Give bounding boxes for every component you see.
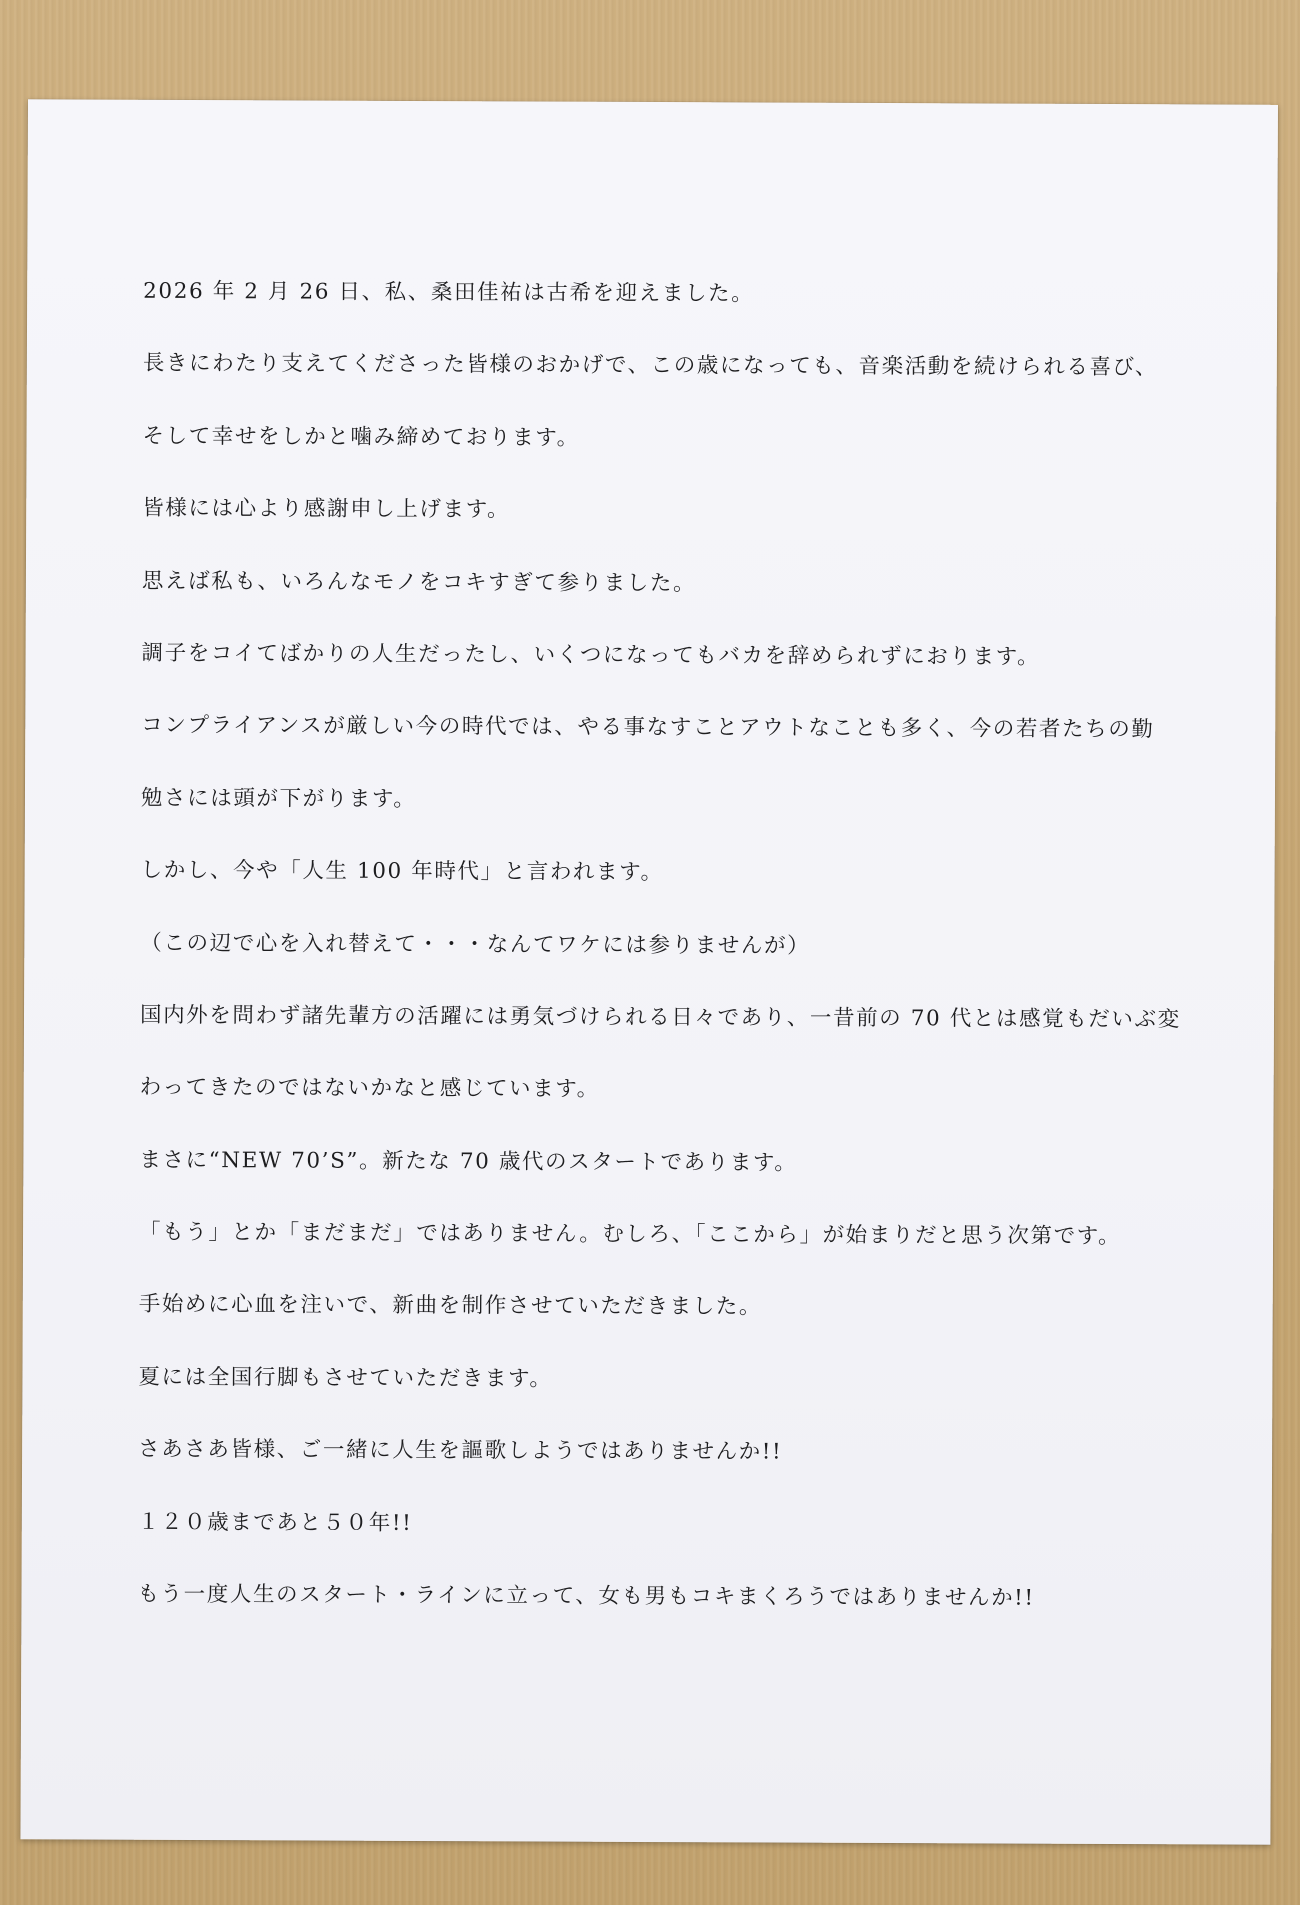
letter-line: 思えば私も、いろんなモノをコキすぎて参りました。: [141, 568, 697, 596]
letter-line: コンプライアンスが厳しい今の時代では、やる事なすことアウトなことも多く、今の若者たちの勤: [141, 713, 1155, 743]
letter-body: [137, 278, 1183, 1658]
letter-line: わってきたのではないかなと感じています。: [139, 1075, 600, 1103]
letter-line: 調子をコイてばかりの人生だったし、いくつになってもバカを辞められずにおります。: [141, 640, 1041, 670]
letter-line: 勉さには頭が下がります。: [140, 785, 417, 812]
letter-line: 手始めに心血を注いで、新曲を制作させていただきました。: [138, 1292, 763, 1320]
letter-line: （この辺で心を入れ替えて・・・なんてワケには参りませんが）: [140, 930, 811, 959]
paper-sheet: [20, 99, 1278, 1844]
letter-line: しかし、今や「人生 100 年時代」と言われます。: [140, 857, 664, 886]
letter-line: 国内外を問わず諸先輩方の活躍には勇気づけられる日々であり、一昔前の 70 代とは感覚もだいぶ変: [139, 1002, 1181, 1033]
letter-line: 夏には全国行脚もさせていただきます。: [138, 1364, 553, 1392]
letter-line: もう一度人生のスタート・ラインに立って、女も男もコキまくろうではありませんか!!: [137, 1581, 1035, 1611]
letter-line: 「もう」とか「まだまだ」ではありません。むしろ、「ここから」が始まりだと思う次第です。: [139, 1219, 1122, 1250]
letter-line: 2026 年 2 月 26 日、私、桑田佳祐は古希を迎えました。: [143, 278, 755, 307]
letter-line: そして幸せをしかと噛み締めております。: [142, 423, 580, 451]
letter-line: 皆様には心より感謝申し上げます。: [142, 495, 511, 523]
letter-line: さあさあ皆様、ご一緒に人生を謳歌しようではありませんか!!: [138, 1437, 783, 1465]
letter-line: 長きにわたり支えてくださった皆様のおかげで、この歳になっても、音楽活動を続けられる喜び、: [142, 351, 1159, 381]
letter-line: １２０歳まであと５０年!!: [137, 1509, 413, 1536]
letter-line: まさに“NEW 70’S”。新たな 70 歳代のスタートであります。: [139, 1147, 798, 1176]
